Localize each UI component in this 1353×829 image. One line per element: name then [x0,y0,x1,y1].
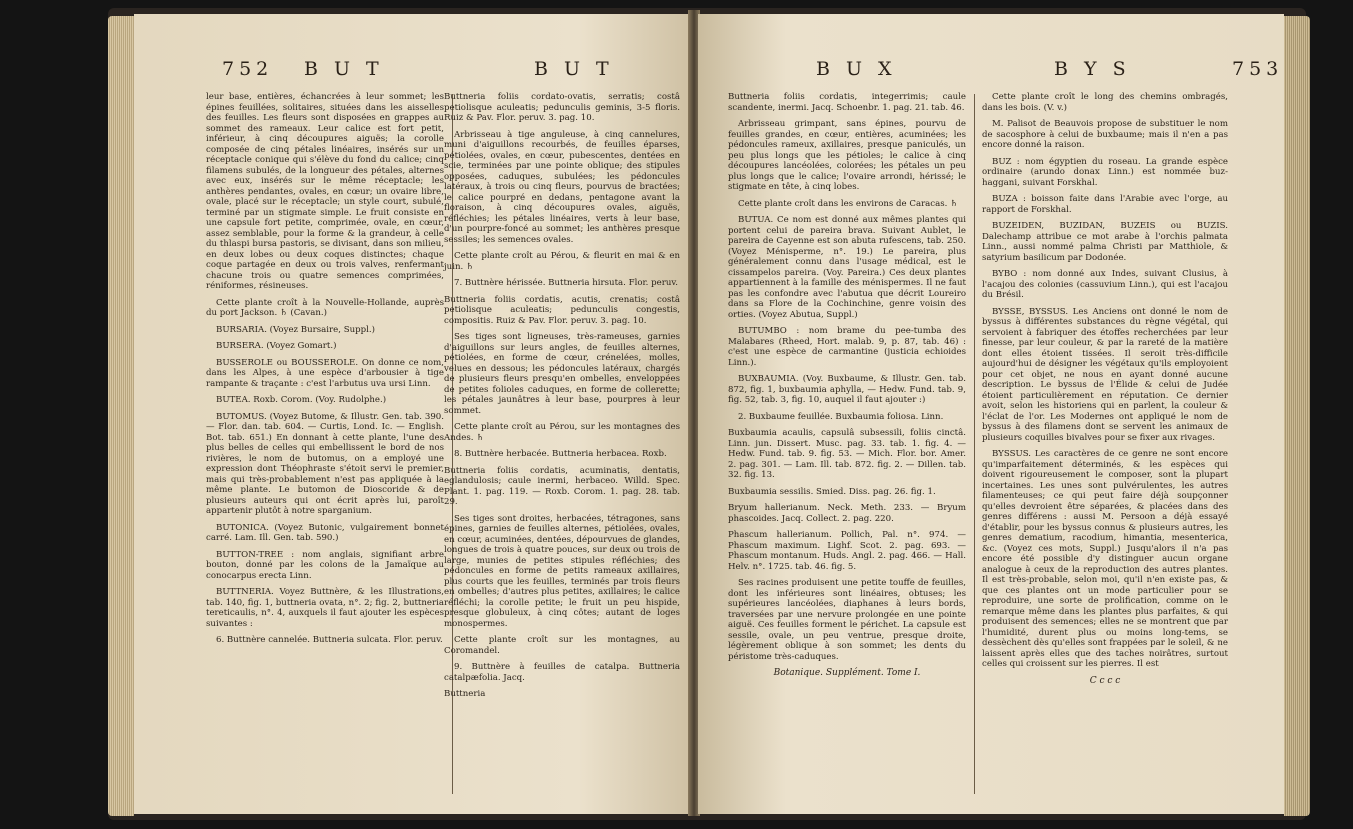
paragraph: BURSARIA. (Voyez Bursaire, Suppl.) [216,324,375,335]
right-page-column-1 [728,92,966,685]
paragraph: M. Palisot de Beauvois propose de substituer le nom de sacosphore à celui de buxbaume; mais il n'en a pas encore donné la raison. [982,119,1228,150]
paragraph: 6. Buttnère cannelée. Buttneria sulcata. Flor. peruv. [216,635,443,645]
left-page-column-1 [206,92,444,652]
paragraph: Buttneria foliis cordatis, integerrimis; caule scandente, inermi. Jacq. Schoenbr. 1. pag. 21. tab. 46. [728,92,966,113]
paragraph: Buttneria foliis cordatis, acutis, crenatis; costâ petiolisque aculeatis; pedunculis congestis, compositis. Ruiz & Pav. Flor. peruv. 3. pag. 10. [444,294,680,326]
left-page [134,14,690,814]
paragraph: Cette plante croît au Pérou, sur les montagnes des Andes. ♄ [444,422,680,443]
paragraph: BYBO : nom donné aux Indes, suivant Clusius, à l'acajou des colonies (cassuvium Linn.), qui est l'acajou du Brésil. [982,269,1228,300]
right-page-header-right: B Y S [1054,58,1131,80]
paragraph: BUXBAUMIA. (Voy. Buxbaume, & Illustr. Gen. tab. 872, fig. 1, buxbaumia aphylla, — Hedw. Fund. tab. 9, fig. 52, tab. 3, fig. 10, auquel il faut ajouter :) [728,374,966,405]
paragraph: Ses tiges sont ligneuses, très-rameuses, garnies d'aiguillons sur leurs angles, de feuilles alternes, pétiolées, en forme de cœur, crénelées, molles, velues en dessous; les pédoncules latéraux, chargés de plusieurs fleurs presqu'en ombelles, enveloppées de petites folioles caduques, en forme de collerette; les pétales jaunâtres à leur base, pourpres à leur sommet. [444,332,680,416]
paragraph: BURSERA. (Voyez Gomart.) [216,341,337,351]
paragraph: Arbrisseau grimpant, sans épines, pourvu de feuilles grandes, en cœur, entières, acuminées; les pédoncules rameux, axillaires, presque paniculés, un peu plus longs que les pétioles; le calice à cinq découpures lancéolées, colorées; les pétales un peu plus longs que le calice; l'ovaire arrondi, hérissé; le stigmate en tête, à cinq lobes. [728,119,966,192]
left-page-header-right: B U T [534,58,614,80]
paragraph: C c c c [1089,675,1121,686]
paragraph: Cette plante croît dans les environs de Caracas. ♄ [738,198,958,209]
paragraph: Cette plante croît au Pérou, & fleurit en mai & en juin. ♄ [444,251,680,272]
paragraph: BYSSE, BYSSUS. Les Anciens ont donné le nom de byssus à différentes substances du règne végétal, qui servoient à fabriquer des étoffes recherchées par leur finesse, par leur couleur, & par la rareté de la matière dont elles étoient tissées. Il seroit très-difficile aujourd'hui de désigner les végétaux qu'ils employoient pour cet objet, ne nous en ayant donné aucune description. Le byssus de l'Élide & celui de Judée étoient particulièrement en réputation. Ce dernier avoit, selon les historiens qui en parlent, la couleur & l'éclat de l'or. Les Modernes ont appliqué le nom de byssus à des filamens dont se servent les animaux de plusieurs coquilles bivalves pour se fixer aux rivages. [982,306,1228,443]
left-page-header-left: B U T [304,58,384,80]
paragraph: Arbrisseau à tige anguleuse, à cinq cannelures, muni d'aiguillons recourbés, de feuilles éparses, pétiolées, ovales, en cœur, pubescentes, dentées en scie, terminées par une pointe oblique; des stipules opposées, caduques, subulées; les pédoncules latéraux, à trois ou cinq fleurs, pourvus de bractées; le calice pourpré en dedans, pentagone avant la floraison, à cinq découpures ovales, aiguës, réfléchies; les pétales linéaires, verts à leur base, d'un pourpre-foncé au sommet; les anthères presque sessiles; les semences ovales. [444,129,680,245]
paragraph: Buttneria foliis cordatis, acuminatis, dentatis, eglandulosis; caule inermi, herbaceo. Willd. Spec. Plant. 1. pag. 119. — Roxb. Corom. 1. pag. 28. tab. 29. [444,465,680,507]
left-page-header [134,58,690,86]
paragraph: 2. Buxbaume feuillée. Buxbaumia foliosa. Linn. [738,411,944,422]
paragraph: BUTTON-TREE : nom anglais, signifiant arbre bouton, donné par les colons de la Jamaïque au conocarpus erecta Linn. [206,549,444,581]
paragraph: Cette plante croît le long des chemins ombragés, dans les bois. (V. v.) [982,92,1228,113]
paragraph: Ses tiges sont droites, herbacées, tétragones, sans épines, garnies de feuilles alternes, pétiolées, ovales, en cœur, acuminées, dentées, dépourvues de glandes, longues de trois à quatre pouces, sur deux ou trois de large, munies de petites stipules réfléchies; des pédoncules en forme de petits rameaux axillaires, plus courts que les feuilles, terminés par trois fleurs en ombelles; d'autres plus petites, axillaires; le calice réfléchi; la corolle petite; le fruit un peu hispide, presque globuleux, à cinq côtes; autant de loges monospermes. [444,513,680,629]
paragraph: BUTUMBO : nom brame du pee-tumba des Malabares (Rheed, Hort. malab. 9, p. 87, tab. 46) : c'est une espèce de carmantine (justicia echioides Linn.). [728,326,966,368]
paragraph: 7. Buttnère hérissée. Buttneria hirsuta. Flor. peruv. [454,278,678,288]
paragraph: BUZEIDEN, BUZIDAN, BUZEIS ou BUZIS. Dalechamp attribue ce mot arabe à l'orchis palmata Linn., aussi nommé palma Christi par Matthiole, & satyrium basilicum par Dodonée. [982,221,1228,263]
left-page-column-2 [444,92,680,706]
paragraph: Phascum hallerianum. Pollich, Pal. n°. 974. — Phascum maximum. Lighf. Scot. 2. pag. 693. — Phascum montanum. Huds. Angl. 2. pag. 466. — Hall. Helv. n°. 1725. tab. 46. fig. 5. [728,530,966,572]
paragraph: BYSSUS. Les caractères de ce genre ne sont encore qu'imparfaitement déterminés, & les espèces qui doivent rigoureusement le composer, sont la plupart incertaines. Les unes sont pulvérulentes, les autres filamenteuses; ce qui peut faire déjà soupçonner qu'elles devroient être séparées, & placées dans des genres différens : aussi M. Persoon a déjà essayé d'établir, pour les byssus connus & plusieurs autres, les genres dematium, racodium, himantia, mesenterica, &c. (Voyez ces mots, Suppl.) Jusqu'alors il n'a pas encore été possible d'y distinguer aucun organe analogue à ceux de la reproduction des autres plantes. Il est très-probable, selon moi, qu'il n'en existe pas, & que ces plantes ont un mode particulier pour se reproduire, une sorte de prolification, comme on le remarque même dans les plantes plus parfaites, & qui produisent des semences; elles ne se montrent que par l'humidité, durent plus ou moins long-tems, se dessèchent dès qu'elles sont frappées par le soleil, & ne laissent après elles que des taches noirâtres, surtout celles qui croissent sur les pierres. Il est [982,449,1228,669]
page-edges-right [1284,16,1310,816]
paragraph: Botanique. Supplément. Tome I. [773,668,921,678]
paragraph: Buxbaumia sessilis. Smied. Diss. pag. 26. fig. 1. [728,486,936,497]
paragraph: Cette plante croît sur les montagnes, au Coromandel. [444,635,680,656]
paragraph: BUZA : boisson faite dans l'Arabie avec l'orge, au rapport de Forskhal. [982,194,1228,215]
paragraph: Ses racines produisent une petite touffe de feuilles, dont les inférieures sont linéaires, obtuses; les supérieures lancéolées, diaphanes à leurs bords, traversées par une nervure prolongée en une pointe aiguë. Ces feuilles forment le périchet. La capsule est sessile, ovale, un peu ventrue, presque droite, légèrement oblique à son sommet; les dents du péristome très-caduques. [728,578,966,662]
paragraph: BUTOMUS. (Voyez Butome, & Illustr. Gen. tab. 390. — Flor. dan. tab. 604. — Curtis, Lond. Ic. — English. Bot. tab. 651.) En donnant à cette plante, l'une des plus belles de celles qui embellissent le bord de nos rivières, le nom de butomus, on a employé une expression dont Théophraste s'étoit servi le premier, mais qui très-probablement n'est pas appliquée à la même plante. Le butomon de Dioscoride & de plusieurs auteurs qui ont écrit après lui, paroît appartenir plutôt à notre sparganium. [206,411,444,516]
paragraph: Buxbaumia acaulis, capsulâ subsessili, foliis cinctâ. Linn. jun. Dissert. Musc. pag. 33. tab. 1. fig. 4. — Hedw. Fund. tab. 9. fig. 53. — Mich. Flor. bor. Amer. 2. pag. 301. — Lam. Ill. tab. 872. fig. 2. — Dillen. tab. 32. fig. 13. [728,428,966,480]
page-edges-left [108,16,134,816]
paragraph: BUTUA. Ce nom est donné aux mêmes plantes qui portent celui de pareira brava. Suivant Aublet, le pareira de Cayenne est son abuta rufescens, tab. 250. (Voyez Ménisperme, n°. 19.) Le pareira, plus généralement connu dans l'usage médical, est le cissampelos pareira. (Voy. Pareira.) Ces deux plantes appartiennent à la famille des ménispermes. Il ne faut pas les confondre avec l'abutua que décrit Loureiro dans sa Flore de la Cochinchine, genre voisin des orties. (Voyez Abutua, Suppl.) [728,215,966,320]
paragraph: BUTEA. Roxb. Corom. (Voy. Rudolphe.) [216,395,387,405]
right-page-header-left: B U X [816,58,897,80]
right-page-header [698,58,1284,86]
right-page-column-divider [974,94,975,794]
right-page-number: 753 [1232,58,1284,80]
paragraph: Cette plante croît à la Nouvelle-Hollande, auprès du port Jackson. ♄ (Cavan.) [206,297,444,318]
right-page-column-2 [982,92,1228,692]
paragraph: BUTONICA. (Voyez Butonic, vulgairement bonnet carré. Lam. Ill. Gen. tab. 590.) [206,522,444,543]
paragraph: Buttneria [444,689,486,699]
paragraph: Bryum hallerianum. Neck. Meth. 233. — Bryum phascoides. Jacq. Collect. 2. pag. 220. [728,503,966,524]
paragraph: Buttneria foliis cordato-ovatis, serratis; costâ petiolisque aculeatis; pedunculis geminis, 3-5 floris. Ruiz & Pav. Flor. peruv. 3. pag. 10. [444,92,680,123]
paragraph: BUSSEROLE ou BOUSSEROLE. On donne ce nom, dans les Alpes, à une espèce d'arbousier à tige rampante & traçante : c'est l'arbutus uva ursi Linn. [206,357,444,389]
right-page [698,14,1284,814]
paragraph: 8. Buttnère herbacée. Buttneria herbacea. Roxb. [454,449,667,459]
paragraph: leur base, entières, échancrées à leur sommet; les épines feuillées, solitaires, situées dans les aisselles des feuilles. Les fleurs sont disposées en grappes au sommet des rameaux. Leur calice est fort petit, inférieur, à cinq découpures aiguës; la corolle composée de cinq pétales linéaires, insérés sur un réceptacle conique qui s'élève du fond du calice; cinq filamens subulés, de la longueur des pétales, alternes avec eux, insérés sur le même réceptacle; les anthères pendantes, ovales, en cœur; un ovaire libre, ovale, placé sur le réceptacle; un style court, subulé, terminé par un stigmate simple. Le fruit consiste en une capsule fort petite, comprimée, ovale, en cœur, assez semblable, pour la forme & la grandeur, à celle du thlaspi bursa pastoris, se divisant, dans son milieu, en deux lobes ou deux coques distinctes; chaque coque partagée en deux ou trois valves, renfermant chacune trois ou quatre semences comprimées, réniformes, résineuses. [206,92,444,291]
paragraph: BUZ : nom égyptien du roseau. La grande espèce ordinaire (arundo donax Linn.) est nommée buz-haggani, suivant Forskhal. [982,156,1228,188]
paragraph: 9. Buttnère à feuilles de catalpa. Buttneria catalpæfolia. Jacq. [444,662,680,683]
paragraph: BUTTNERIA. Voyez Buttnère, & les Illustrations, tab. 140, fig. 1, buttneria ovata, n°. 2; fig. 2, buttneria tereticaulis, n°. 4, auxquels il faut ajouter les espèces suivantes : [206,587,444,629]
left-page-number: 752 [222,58,274,80]
